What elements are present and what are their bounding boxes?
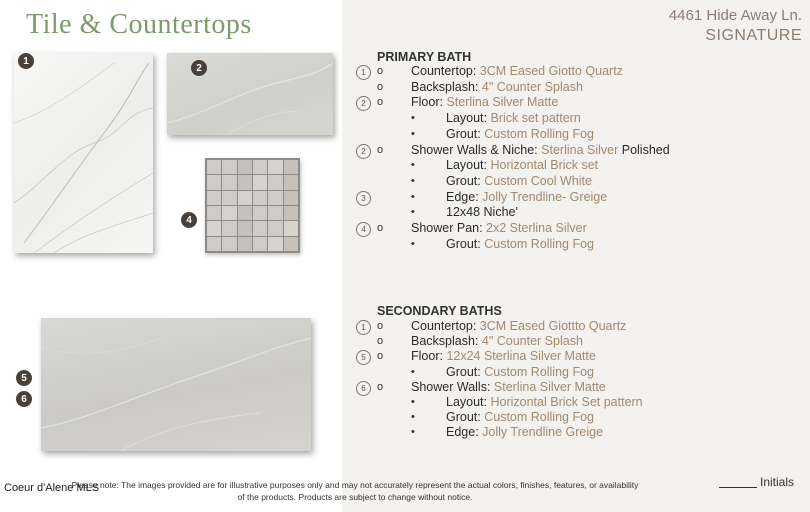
legend-marker: 3 <box>356 191 371 206</box>
item-label: Shower Walls: <box>411 379 494 394</box>
legend-marker: 2 <box>356 96 371 111</box>
item-value: Jolly Trendline Greige <box>482 425 604 440</box>
item-label: Floor: <box>411 349 447 364</box>
legend-marker: 1 <box>356 320 371 335</box>
item-value: Sterlina Silver Matte <box>493 379 606 394</box>
list-item <box>411 143 670 157</box>
list-bullet: o <box>377 96 384 109</box>
sub-bullet: • <box>411 174 415 187</box>
package-name: SIGNATURE <box>705 27 802 44</box>
legend-marker: 2 <box>356 144 371 159</box>
initials-label: Initials <box>760 475 795 489</box>
item-label: Grout: <box>446 173 485 188</box>
mosaic-grid <box>207 160 298 251</box>
item-label: Countertop: <box>411 319 480 333</box>
item-value: 4" Counter Splash <box>481 79 583 94</box>
item-value: Sterlina Silver Matte <box>446 95 559 110</box>
item-value: Sterlina Silver <box>541 142 619 157</box>
list-item <box>411 80 583 94</box>
list-bullet: o <box>377 350 384 363</box>
list-bullet: o <box>377 80 384 93</box>
item-tail: Polished <box>618 142 670 157</box>
sub-bullet: • <box>411 396 415 408</box>
legend-marker: 4 <box>356 222 371 237</box>
item-value: 3CM Eased Giottto Quartz <box>479 319 627 333</box>
list-item <box>411 380 606 394</box>
quartz-veins <box>14 53 153 253</box>
initials-line <box>719 487 757 488</box>
item-value: Horizontal Brick set <box>490 158 599 173</box>
list-item <box>446 365 594 379</box>
list-bullet: o <box>377 143 384 156</box>
item-label: Shower Walls & Niche: <box>411 142 542 157</box>
item-value: Horizontal Brick Set pattern <box>490 395 643 409</box>
sub-bullet: • <box>411 112 415 125</box>
item-value: Custom Rolling Fog <box>484 126 594 141</box>
item-label: Layout: <box>446 395 491 409</box>
sub-bullet: • <box>411 190 415 203</box>
item-value: Jolly Trendline- Greige <box>482 189 608 204</box>
list-item <box>446 174 592 188</box>
list-bullet: o <box>377 335 384 348</box>
swatch-badge-6: 6 <box>16 391 32 407</box>
address-line: 4461 Hide Away Ln. <box>668 7 802 24</box>
item-value: 3CM Eased Giotto Quartz <box>479 64 623 78</box>
legend-marker: 1 <box>356 65 371 80</box>
item-value: Custom Rolling Fog <box>484 410 594 425</box>
item-value: Custom Rolling Fog <box>484 236 594 251</box>
item-label: Backsplash: <box>411 79 482 94</box>
item-label: Layout: <box>446 158 491 173</box>
mosaic-2x2-swatch <box>205 158 300 253</box>
item-label: Backsplash: <box>411 334 482 349</box>
legend-marker: 6 <box>356 381 371 396</box>
list-item <box>446 111 581 125</box>
item-label: Grout: <box>446 236 485 251</box>
item-label: Shower Pan: <box>411 221 487 235</box>
swatch-badge-1: 1 <box>18 53 34 69</box>
item-label: Layout: <box>446 111 491 126</box>
item-value: Custom Cool White <box>484 173 592 188</box>
item-label: Edge: <box>446 425 483 440</box>
list-item <box>411 64 623 78</box>
item-label: Countertop: <box>411 64 480 78</box>
item-label: Floor: <box>411 95 447 110</box>
swatch-badge-4: 4 <box>181 212 197 228</box>
item-value: 12x24 Sterlina Silver Matte <box>446 349 596 364</box>
page-title: Tile & Countertops <box>26 9 252 40</box>
list-item <box>446 410 594 424</box>
mls-watermark: Coeur d'Alene MLS <box>4 482 100 494</box>
secondary-baths-heading: SECONDARY BATHS <box>377 304 502 318</box>
list-item <box>411 221 587 235</box>
list-item <box>446 190 607 204</box>
swatch-badge-5: 5 <box>16 370 32 386</box>
tile-veins-large <box>41 318 311 451</box>
item-value: Custom Rolling Fog <box>484 364 594 379</box>
swatch-panel <box>0 0 342 512</box>
list-item <box>446 237 594 251</box>
item-value: 4" Counter Splash <box>481 334 583 349</box>
list-bullet: o <box>377 222 384 234</box>
sub-bullet: • <box>411 237 415 250</box>
item-value: Brick set pattern <box>490 111 581 126</box>
item-label: 12x48 Niche' <box>446 205 518 220</box>
item-label: Edge: <box>446 189 483 204</box>
list-bullet: o <box>377 320 384 332</box>
swatch-badge-2: 2 <box>191 60 207 76</box>
item-label: Grout: <box>446 126 485 141</box>
sub-bullet: • <box>411 426 415 439</box>
sub-bullet: • <box>411 127 415 140</box>
legend-marker: 5 <box>356 350 371 365</box>
sub-bullet: • <box>411 206 415 219</box>
sterlina-silver-large-swatch <box>41 318 311 451</box>
list-item <box>411 319 626 333</box>
sub-bullet: • <box>411 365 415 378</box>
list-item <box>446 395 643 409</box>
list-bullet: o <box>377 65 384 77</box>
sub-bullet: • <box>411 159 415 172</box>
item-value: 2x2 Sterlina Silver <box>486 221 587 235</box>
primary-bath-heading: PRIMARY BATH <box>377 50 472 64</box>
item-label: Grout: <box>446 364 485 379</box>
disclaimer: Please note: The images provided are for illustrative purposes only and may not accurately represent the actual colors, finishes, features, or availability of the products. Products are subject to change without notice. <box>71 480 639 502</box>
initials-field <box>719 475 794 489</box>
list-item <box>411 334 583 348</box>
quartz-swatch <box>14 53 153 253</box>
list-item <box>446 158 598 172</box>
list-item <box>411 349 596 363</box>
list-item <box>411 95 558 109</box>
item-label: Grout: <box>446 410 485 425</box>
list-bullet: o <box>377 380 384 393</box>
sub-bullet: • <box>411 411 415 424</box>
list-item <box>446 205 518 219</box>
address-block <box>669 6 802 46</box>
list-item <box>446 127 594 141</box>
list-item <box>446 425 603 439</box>
